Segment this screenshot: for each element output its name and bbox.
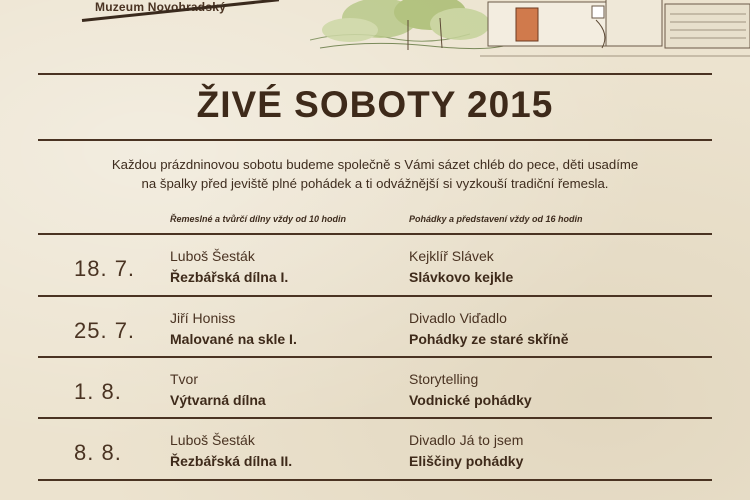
schedule-row [38, 234, 712, 294]
workshop-title: Řezbářská dílna II. [170, 453, 293, 469]
workshop-host: Tvor [170, 371, 198, 387]
divider-row-4 [38, 479, 712, 481]
museum-building-sketch [310, 0, 750, 62]
show-title: Eliščiny pohádky [409, 453, 524, 469]
workshop-host: Luboš Šesták [170, 248, 255, 264]
column-header-workshops: Řemeslné a tvůrčí dílny vždy od 10 hodin [170, 214, 347, 224]
poster-title: ŽIVÉ SOBOTY 2015 [196, 84, 554, 125]
intro-line-2: na špalky před jeviště plné pohádek a ti odvážnější si vyzkouší tradiční řemesla. [141, 176, 609, 191]
show-title: Vodnické pohádky [409, 392, 532, 408]
row-date: 18. 7. [74, 256, 136, 281]
show-host: Storytelling [409, 371, 479, 387]
divider-top [38, 73, 712, 75]
intro-text [90, 155, 660, 193]
row-date: 25. 7. [74, 318, 136, 343]
show-title: Slávkovo kejkle [409, 269, 514, 285]
schedule-row [38, 418, 712, 478]
show-host: Divadlo Viďadlo [409, 310, 507, 326]
show-host: Divadlo Já to jsem [409, 432, 524, 448]
tree-foliage [322, 0, 490, 42]
workshop-host: Luboš Šesták [170, 432, 255, 448]
show-host: Kejklíř Slávek [409, 248, 494, 264]
workshop-title: Výtvarná dílna [170, 392, 266, 408]
museum-name: Muzeum Novohradský [95, 0, 226, 14]
workshop-host: Jiří Honiss [170, 310, 236, 326]
show-title: Pohádky ze staré skříně [409, 331, 569, 347]
divider-under-title [38, 139, 712, 141]
workshop-title: Malované na skle I. [170, 331, 297, 347]
schedule-row [38, 357, 712, 417]
row-date: 8. 8. [74, 440, 122, 465]
workshop-title: Řezbářská dílna I. [170, 269, 289, 285]
row-date: 1. 8. [74, 379, 122, 404]
schedule-row [38, 296, 712, 356]
intro-line-1: Každou prázdninovou sobotu budeme společně s Vámi sázet chléb do pece, děti usadíme [111, 157, 639, 172]
column-header-shows: Pohádky a představení vždy od 16 hodin [409, 214, 583, 224]
